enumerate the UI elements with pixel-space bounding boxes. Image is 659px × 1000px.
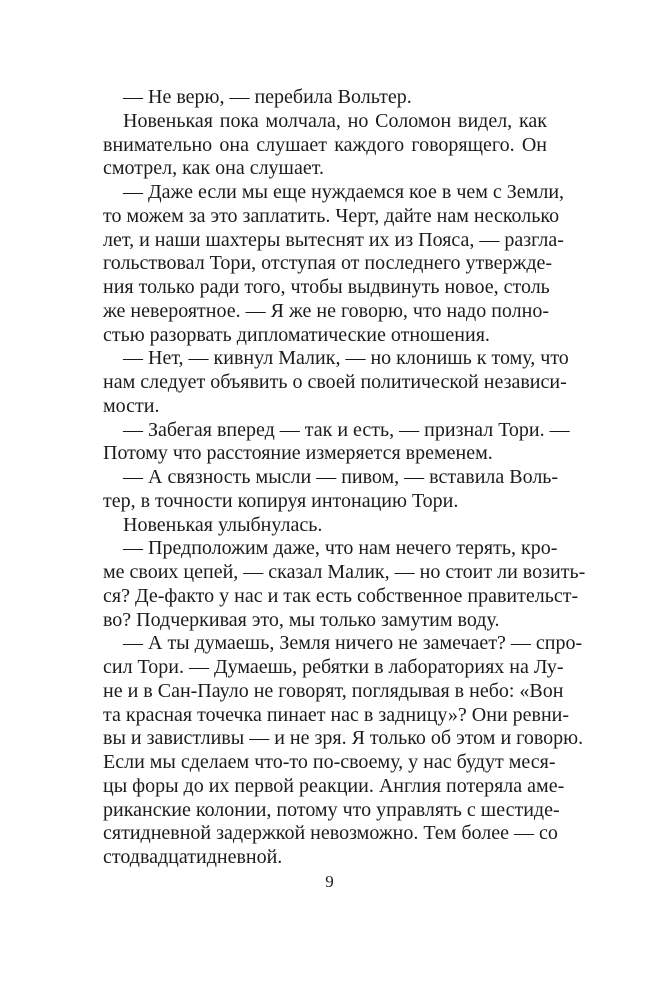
text-line: то можем за это заплатить. Черт, дайте нам несколько [103, 204, 560, 227]
text-line: стью разорвать дипломатические отношения. [103, 323, 490, 346]
text-line: риканские колонии, потому что управлять с шестиде- [103, 798, 560, 821]
text-line: во? Подчеркивая это, мы только замутим воду. [103, 608, 500, 631]
text-line: тер, в точности копируя интонацию Тори. [103, 489, 459, 512]
text-line: Потому что расстояние измеряется временем. [103, 442, 493, 465]
text-line: смотрел, как она слушает. [103, 157, 324, 180]
text-line: лет, и наши шахтеры вытеснят их из Пояса, — разгла- [103, 228, 564, 251]
text-line: внимательно она слушает каждого говорящего. Он [103, 133, 547, 156]
text-line: ме своих цепей, — сказал Малик, — но стоит ли возить- [103, 561, 586, 583]
text-line: гольствовал Тори, отступая от последнего утвержде- [103, 252, 553, 275]
text-line: та красная точечка пинает нас в задницу»? Они ревни- [103, 703, 570, 726]
page-number: 9 [325, 872, 334, 891]
body-text [103, 86, 586, 870]
text-line: Новенькая пока молчала, но Соломон видел, как [123, 109, 547, 132]
text-line: вы и завистливы — и не зря. Я только об этом и говорю. [103, 727, 584, 750]
text-line: ся? Де-факто у нас и так есть собственное правительст- [103, 584, 579, 607]
text-line: сил Тори. — Думаешь, ребятки в лабораториях на Лу- [103, 656, 564, 678]
text-line: — А связность мысли — пивом, — вставила Воль- [123, 466, 559, 488]
text-line: сятидневной задержкой невозможно. Тем более — со [103, 822, 558, 845]
text-line: же невероятное. — Я же не говорю, что надо полно- [103, 299, 549, 322]
text-line: не и в Сан-Пауло не говорят, поглядывая в небо: «Вон [103, 679, 564, 702]
text-line: — Забегая вперед — так и есть, — признал Тори. — [123, 418, 570, 441]
text-line: Новенькая улыбнулась. [123, 513, 323, 536]
text-line: — Предположим даже, что нам нечего терять, кро- [123, 537, 558, 560]
text-line: мости. [103, 394, 160, 417]
text-line: цы форы до их первой реакции. Англия потеряла аме- [103, 774, 565, 797]
text-line: нам следует объявить о своей политической независи- [103, 371, 567, 393]
text-line: Если мы сделаем что-то по-своему, у нас будут меся- [103, 751, 556, 773]
text-line: — А ты думаешь, Земля ничего не замечает? — спро- [123, 632, 583, 655]
text-line: ния только ради того, чтобы выдвинуть новое, столь [103, 276, 550, 298]
text-line: — Не верю, — перебила Вольтер. [123, 86, 412, 108]
text-line: стодвадцатидневной. [103, 846, 283, 868]
text-line: — Нет, — кивнул Малик, — но клонишь к тому, что [123, 347, 569, 370]
text-line: — Даже если мы еще нуждаемся кое в чем с Земли, [123, 181, 565, 203]
